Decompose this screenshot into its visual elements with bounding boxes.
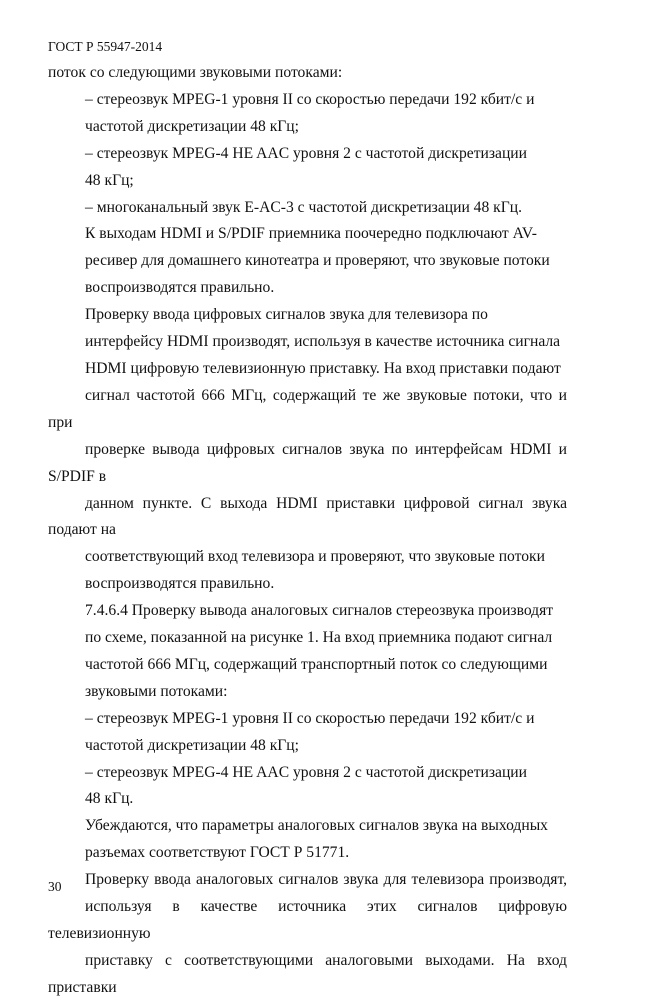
paragraph-p6: [48, 302, 567, 598]
text-line: частотой дискретизации 48 кГц;: [85, 117, 299, 135]
text-line: приставку с соответствующими аналоговыми выходами. На вход приставки: [48, 951, 567, 996]
text-line: интерфейсу HDMI производят, используя в качестве источника сигнала: [85, 333, 561, 351]
text-line: разъемах соответствуют ГОСТ Р 51771.: [85, 844, 350, 862]
text-line: 7.4.6.4 Проверку вывода аналоговых сигналов стереозвука производят: [85, 602, 554, 620]
text-line: 48 кГц.: [85, 790, 134, 808]
paragraph-p4: [48, 195, 567, 222]
paragraph-p7: [48, 598, 567, 706]
text-line: проверке вывода цифровых сигналов звука по интерфейсам HDMI и S/PDIF в: [48, 440, 567, 485]
text-line: ресивер для домашнего кинотеатра и проверяют, что звуковые потоки: [85, 252, 550, 270]
text-line: сигнал частотой 666 МГц, содержащий те же звуковые потоки, что и при: [48, 386, 567, 431]
text-line: Проверку ввода цифровых сигналов звука для телевизора по: [85, 306, 488, 324]
paragraph-p8: [48, 706, 567, 760]
text-line: 48 кГц;: [85, 171, 134, 189]
paragraph-p11: [48, 867, 567, 1002]
text-line: – стереозвук MPEG-1 уровня II со скоростью передачи 192 кбит/с и: [85, 709, 535, 727]
text-line: – стереозвук MPEG-1 уровня II со скоростью передачи 192 кбит/с и: [85, 90, 535, 108]
text-line: по схеме, показанной на рисунке 1. На вход приемника подают сигнал: [85, 629, 553, 647]
text-line: соответствующий вход телевизора и проверяют, что звуковые потоки: [85, 548, 545, 566]
text-line: К выходам HDMI и S/PDIF приемника поочередно подключают AV-: [85, 225, 537, 243]
paragraph-p5: [48, 221, 567, 302]
text-line: поток со следующими звуковыми потоками:: [48, 64, 343, 81]
text-line: данном пункте. С выхода HDMI приставки цифровой сигнал звука подают на: [48, 494, 567, 539]
text-line: – стереозвук MPEG-4 HE AAC уровня 2 с частотой дискретизации: [85, 144, 527, 162]
text-line: воспроизводятся правильно.: [85, 575, 275, 593]
text-line: частотой 666 МГц, содержащий транспортный поток со следующими: [85, 655, 548, 673]
text-line: Убеждаются, что параметры аналоговых сигналов звука на выходных: [85, 817, 548, 835]
text-line: используя в качестве источника этих сигналов цифровую телевизионную: [48, 898, 567, 942]
paragraph-p10: [48, 813, 567, 867]
text-line: звуковыми потоками:: [85, 682, 228, 700]
text-line: частотой дискретизации 48 кГц;: [85, 736, 299, 754]
page-header: ГОСТ Р 55947-2014: [48, 39, 163, 54]
document-body: [48, 60, 567, 1002]
page-number: 30: [48, 879, 62, 894]
paragraph-p9: [48, 760, 567, 814]
paragraph-p3: [48, 141, 567, 195]
text-line: – многоканальный звук E-AC-3 с частотой дискретизации 48 кГц.: [85, 198, 523, 216]
paragraph-p1: [48, 60, 567, 87]
text-line: – стереозвук MPEG-4 HE AAC уровня 2 с частотой дискретизации: [85, 763, 527, 781]
text-line: воспроизводятся правильно.: [85, 279, 275, 297]
text-line: HDMI цифровую телевизионную приставку. На вход приставки подают: [85, 359, 561, 377]
text-line: Проверку ввода аналоговых сигналов звука для телевизора производят,: [85, 871, 567, 889]
paragraph-p2: [48, 87, 567, 141]
